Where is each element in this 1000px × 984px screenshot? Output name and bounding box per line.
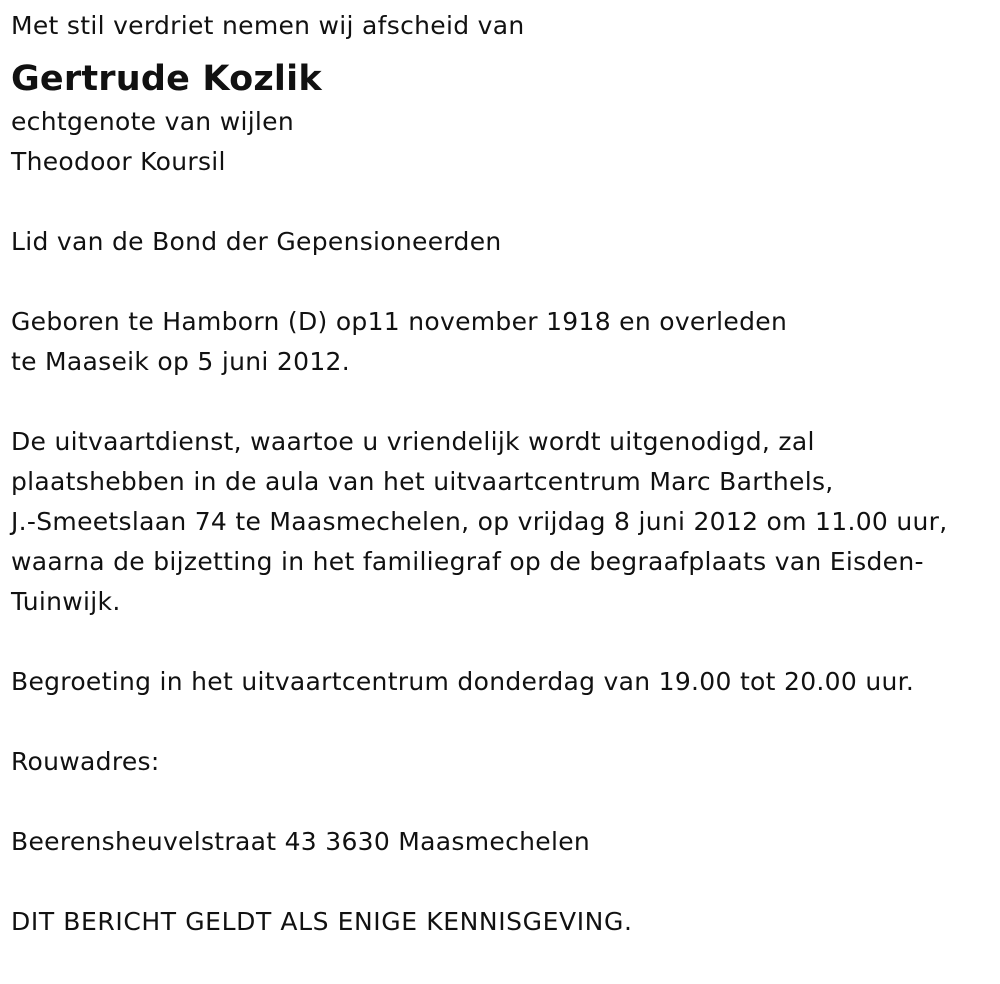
intro-text: Met stil verdriet nemen wij afscheid van — [11, 11, 525, 40]
address-label: Rouwadres: — [11, 747, 160, 776]
service-line-4: waarna de bijzetting in het familiegraf op de begraafplaats van Eisden- — [11, 547, 924, 576]
spouse-line-1: echtgenote van wijlen — [11, 107, 295, 136]
spacer — [11, 702, 990, 742]
membership-text: Lid van de Bond der Gepensioneerden — [11, 227, 502, 256]
birth-death-line-1: Geboren te Hamborn (D) op11 november 1918 en overleden — [11, 307, 788, 336]
spacer — [11, 382, 990, 422]
birth-death-line-2: te Maaseik op 5 juni 2012. — [11, 347, 350, 376]
closing-notice: DIT BERICHT GELDT ALS ENIGE KENNISGEVING. — [11, 907, 633, 936]
service-line-1: De uitvaartdienst, waartoe u vriendelijk wordt uitgenodigd, zal — [11, 427, 815, 456]
spacer — [11, 782, 990, 822]
service-line-5: Tuinwijk. — [11, 587, 121, 616]
spacer — [11, 182, 990, 222]
greeting-text: Begroeting in het uitvaartcentrum donderdag van 19.00 tot 20.00 uur. — [11, 667, 915, 696]
spacer — [11, 862, 990, 902]
service-line-3: J.-Smeetslaan 74 te Maasmechelen, op vrijdag 8 juni 2012 om 11.00 uur, — [11, 507, 948, 536]
spacer — [11, 262, 990, 302]
address-text: Beerensheuvelstraat 43 3630 Maasmechelen — [11, 827, 591, 856]
service-line-2: plaatshebben in de aula van het uitvaartcentrum Marc Barthels, — [11, 467, 834, 496]
deceased-name: Gertrude Kozlik — [11, 59, 322, 99]
spacer — [11, 622, 990, 662]
spouse-line-2: Theodoor Koursil — [11, 147, 226, 176]
